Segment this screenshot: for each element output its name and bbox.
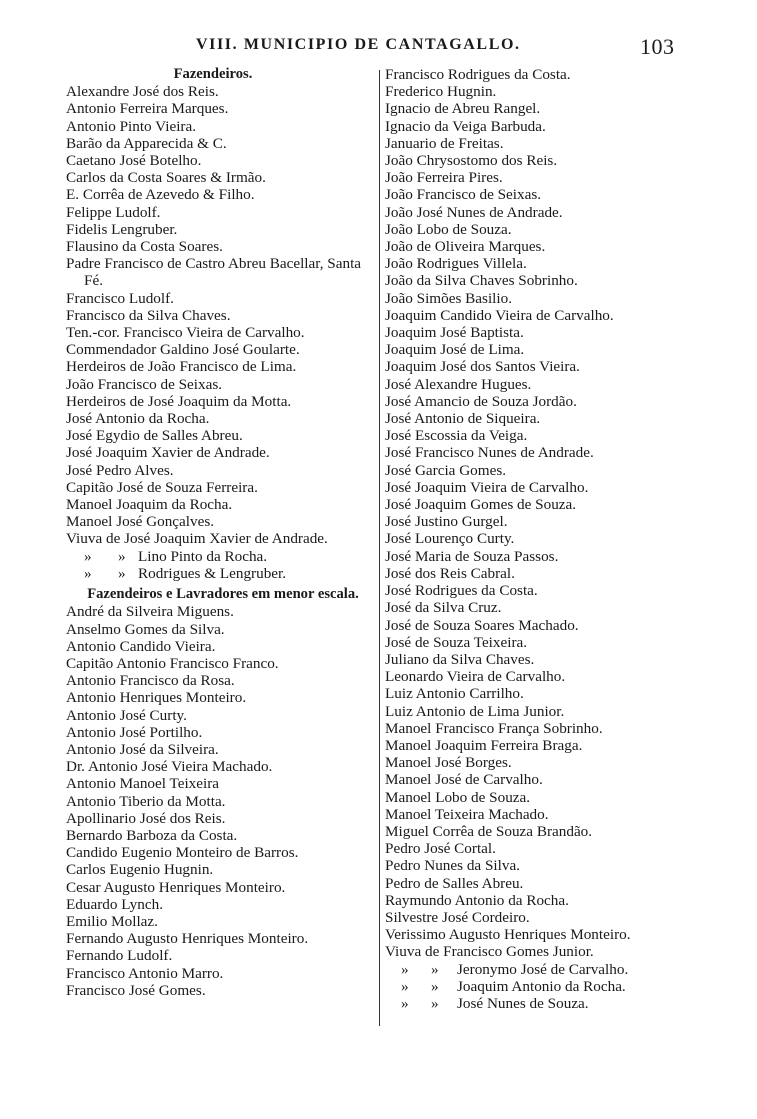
list-item: José Francisco Nunes de Andrade. [385, 444, 594, 462]
list-item: Herdeiros de João Francisco de Lima. [66, 358, 297, 376]
list-item: Januario de Freitas. [385, 134, 504, 152]
list-item: Alexandre José dos Reis. [66, 83, 219, 101]
list-item: Joaquim José Baptista. [385, 324, 524, 342]
list-item: João Chrysostomo dos Reis. [385, 152, 558, 170]
list-item: João José Nunes de Andrade. [385, 203, 563, 221]
list-item: Manoel José Borges. [385, 754, 512, 772]
list-item: Fernando Augusto Henriques Monteiro. [66, 930, 309, 948]
list-item: Pedro Nunes da Silva. [385, 857, 520, 875]
list-item: Antonio Manoel Teixeira [66, 775, 220, 793]
list-item: Joaquim José de Lima. [385, 341, 525, 359]
list-item: Antonio José da Silveira. [66, 740, 219, 758]
running-title: VIII. MUNICIPIO DE CANTAGALLO. [196, 36, 521, 53]
list-item: Luiz Antonio Carrilho. [385, 685, 524, 703]
list-item: Miguel Corrêa de Souza Brandão. [385, 822, 593, 840]
list-item: José Joaquim Xavier de Andrade. [66, 444, 270, 462]
list-item: Dr. Antonio José Vieira Machado. [66, 758, 273, 776]
right-column [385, 66, 675, 1012]
list-item: Francisco José Gomes. [66, 981, 206, 999]
list-item: João Rodrigues Villela. [385, 255, 527, 273]
ditto-mark: » [401, 977, 409, 995]
list-item: José de Souza Soares Machado. [385, 616, 579, 634]
list-item: Carlos da Costa Soares & Irmão. [66, 169, 266, 187]
list-item: Francisco Rodrigues da Costa. [385, 66, 571, 83]
list-item: Eduardo Lynch. [66, 895, 164, 913]
list-item: José Escossia da Veiga. [385, 427, 528, 445]
list-item-text: Lino Pinto da Rocha. [138, 547, 268, 565]
list-item: Manoel Teixeira Machado. [385, 805, 549, 823]
list-item: Manoel José de Carvalho. [385, 771, 543, 789]
list-item: Emilio Mollaz. [66, 912, 158, 930]
ditto-mark: » [118, 564, 126, 582]
list-item: José Antonio da Rocha. [66, 410, 210, 428]
list-item: Carlos Eugenio Hugnin. [66, 861, 214, 879]
ditto-mark: » [401, 994, 409, 1012]
list-item: José Amancio de Souza Jordão. [385, 392, 577, 410]
list-item-ditto [385, 978, 675, 995]
section-heading-fazendeiros: Fazendeiros. [173, 66, 253, 82]
list-item: José Joaquim Vieira de Carvalho. [385, 478, 589, 496]
ditto-mark: » [431, 977, 439, 995]
list-item: Bernardo Barboza da Costa. [66, 826, 238, 844]
list-item-text: José Nunes de Souza. [457, 994, 589, 1012]
ditto-mark: » [431, 994, 439, 1012]
list-item: Antonio Ferreira Marques. [66, 100, 229, 118]
list-item-text: Joaquim Antonio da Rocha. [457, 977, 626, 995]
list-item: João Francisco de Seixas. [66, 375, 223, 393]
list-item: Pedro José Cortal. [385, 840, 496, 858]
list-item: Antonio Tiberio da Motta. [66, 792, 226, 810]
list-item: José de Souza Teixeira. [385, 633, 528, 651]
list-item: Capitão Antonio Francisco Franco. [66, 654, 279, 672]
list-item: Frederico Hugnin. [385, 83, 497, 101]
list-item: Verissimo Augusto Henriques Monteiro. [385, 926, 631, 944]
list-item: João da Silva Chaves Sobrinho. [385, 272, 578, 290]
list-item: Manoel Lobo de Souza. [385, 788, 531, 806]
list-item: Fidelis Lengruber. [66, 220, 178, 238]
list-item: Antonio Francisco da Rosa. [66, 672, 235, 690]
list-item: Barão da Apparecida & C. [66, 134, 227, 152]
list-item: Ignacio de Abreu Rangel. [385, 100, 541, 118]
list-item: Silvestre José Cordeiro. [385, 908, 530, 926]
list-item: Apollinario José dos Reis. [66, 809, 226, 827]
list-item: José Antonio de Siqueira. [385, 410, 541, 428]
list-item: João Simões Basilio. [385, 289, 512, 307]
list-item: Flausino da Costa Soares. [66, 238, 223, 256]
ditto-mark: » [118, 547, 126, 565]
page-number: 103 [640, 34, 675, 59]
list-item-ditto [66, 565, 380, 582]
list-item: Fernando Ludolf. [66, 947, 173, 965]
list-item: E. Corrêa de Azevedo & Filho. [66, 186, 255, 204]
list-item: Antonio Henriques Monteiro. [66, 689, 247, 707]
list-item-ditto [385, 961, 675, 978]
list-item: André da Silveira Miguens. [66, 603, 234, 621]
list-item-text: Rodrigues & Lengruber. [138, 564, 287, 582]
list-item: Francisco Ludolf. [66, 289, 174, 307]
list-item: Cesar Augusto Henriques Monteiro. [66, 878, 286, 896]
list-item: João Lobo de Souza. [385, 220, 512, 238]
list-item: Ten.-cor. Francisco Vieira de Carvalho. [66, 324, 305, 342]
list-item: Joaquim Candido Vieira de Carvalho. [385, 306, 614, 324]
list-item: Francisco Antonio Marro. [66, 964, 224, 982]
list-item: Padre Francisco de Castro Abreu Bacellar, Santa Fé. [66, 255, 362, 290]
list-item-text: Jeronymo José de Carvalho. [457, 960, 629, 978]
list-item: Juliano da Silva Chaves. [385, 650, 535, 668]
ditto-mark: » [401, 960, 409, 978]
list-item: Raymundo Antonio da Rocha. [385, 891, 569, 909]
list-item: Antonio José Portilho. [66, 723, 203, 741]
list-item: José dos Reis Cabral. [385, 564, 515, 582]
list-item: Viuva de Francisco Gomes Junior. [385, 943, 594, 961]
list-item: Ignacio da Veiga Barbuda. [385, 117, 546, 135]
ditto-mark: » [431, 960, 439, 978]
list-item: Joaquim José dos Santos Vieira. [385, 358, 580, 376]
list-item: Antonio Pinto Vieira. [66, 117, 197, 135]
ditto-mark: » [84, 547, 92, 565]
list-item: Francisco da Silva Chaves. [66, 306, 231, 324]
list-item: José Lourenço Curty. [385, 530, 515, 548]
list-item: Antonio Candido Vieira. [66, 637, 216, 655]
page-header [0, 34, 757, 58]
list-item: José Egydio de Salles Abreu. [66, 427, 243, 445]
list-item: Candido Eugenio Monteiro de Barros. [66, 844, 299, 862]
list-item: José da Silva Cruz. [385, 599, 502, 617]
list-item: José Maria de Souza Passos. [385, 547, 559, 565]
ditto-mark: » [84, 564, 92, 582]
list-item: João de Oliveira Marques. [385, 238, 546, 256]
list-item: Antonio José Curty. [66, 706, 187, 724]
list-item: José Joaquim Gomes de Souza. [385, 496, 577, 514]
list-item: José Rodrigues da Costa. [385, 582, 538, 600]
list-item: Luiz Antonio de Lima Junior. [385, 702, 565, 720]
list-item: Capitão José de Souza Ferreira. [66, 478, 258, 496]
list-item: Commendador Galdino José Goularte. [66, 341, 300, 359]
list-item: Felippe Ludolf. [66, 203, 161, 221]
list-item: José Justino Gurgel. [385, 513, 508, 531]
list-item: Leonardo Vieira de Carvalho. [385, 668, 566, 686]
list-item: Anselmo Gomes da Silva. [66, 620, 225, 638]
list-item: Herdeiros de José Joaquim da Motta. [66, 392, 292, 410]
section-heading-menor-escala: Fazendeiros e Lavradores em menor escala. [87, 586, 359, 603]
list-item: Manoel Francisco França Sobrinho. [385, 719, 603, 737]
list-item: João Francisco de Seixas. [385, 186, 542, 204]
list-item: José Garcia Gomes. [385, 461, 507, 479]
list-item: Manoel José Gonçalves. [66, 513, 215, 531]
list-item-ditto [66, 548, 380, 565]
list-item: Viuva de José Joaquim Xavier de Andrade. [66, 530, 328, 548]
list-item: João Ferreira Pires. [385, 169, 503, 187]
list-item: José Pedro Alves. [66, 461, 174, 479]
list-item: Caetano José Botelho. [66, 152, 202, 170]
list-item: José Alexandre Hugues. [385, 375, 532, 393]
left-column [66, 66, 380, 999]
list-item: Pedro de Salles Abreu. [385, 874, 524, 892]
list-item-ditto [385, 995, 675, 1012]
list-item: Manoel Joaquim Ferreira Braga. [385, 736, 583, 754]
list-item: Manoel Joaquim da Rocha. [66, 496, 233, 514]
